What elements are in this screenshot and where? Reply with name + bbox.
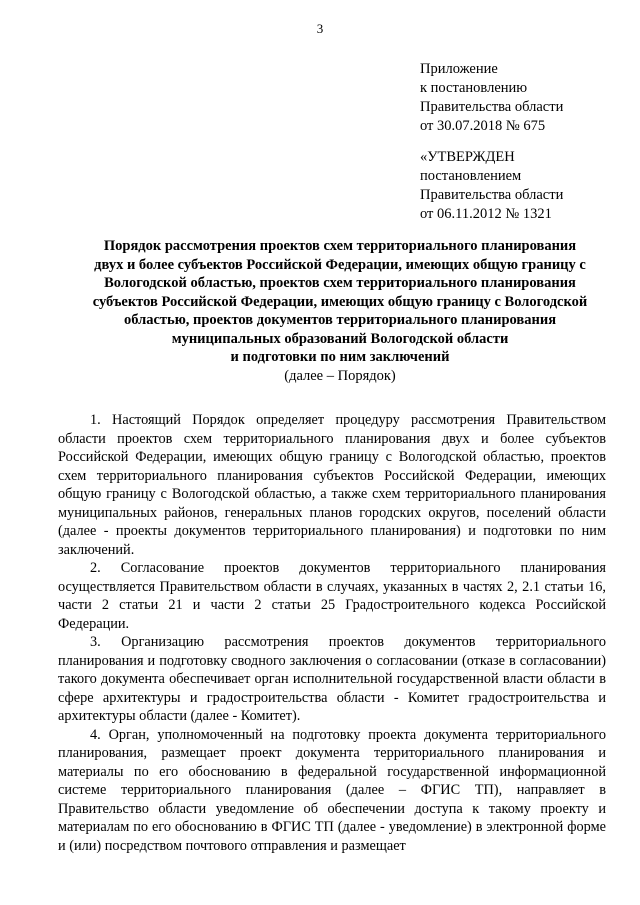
- title-subtitle: (далее – Порядок): [284, 367, 396, 384]
- appendix-line: к постановлению: [420, 80, 528, 96]
- appendix-header: [420, 60, 620, 136]
- title-line: Вологодской областью, проектов схем территориального планирования: [104, 275, 576, 291]
- appendix-line: от 30.07.2018 № 675: [420, 118, 546, 134]
- appendix-line: Правительства области: [420, 99, 564, 115]
- title-line: двух и более субъектов Российской Федерации, имеющих общую границу с: [94, 256, 586, 273]
- title-line: муниципальных образований Вологодской области: [171, 330, 509, 347]
- title-line: Порядок рассмотрения проектов схем территориального планирования: [103, 238, 577, 254]
- document-title: [40, 237, 640, 385]
- title-line: субъектов Российской Федерации, имеющих общую границу с Вологодской: [92, 293, 588, 310]
- document-body: [58, 411, 606, 855]
- appendix-line: Приложение: [420, 61, 498, 77]
- paragraph-3: 3. Организацию рассмотрения проектов документов территориального планирования и подготовку сводного заключения о согласовании (отказе в согласовании) такого документа обеспечивает орган исполнительной государственной власти области в сфере архитектуры и градостроительства области - Комитет градостроительства и архитектуры области (далее - Комитет).: [58, 634, 606, 724]
- title-line: областью, проектов документов территориального планирования: [123, 312, 557, 328]
- paragraph-4: 4. Орган, уполномоченный на подготовку проекта документа территориального планирования, размещает проект документа территориального планирования и материалы по его обоснованию в федеральной государственной информационной системе территориального планирования (далее – ФГИС ТП), направляет в Правительство области уведомление об обеспечении доступа к такому проекту и материалам по его обоснованию в ФГИС ТП (далее - уведомление) в электронной форме и (или) посредством почтового отправления и размещает: [58, 726, 606, 854]
- approved-line: от 06.11.2012 № 1321: [420, 206, 552, 222]
- page-number: 3: [316, 21, 324, 36]
- approved-line: «УТВЕРЖДЕН: [420, 149, 515, 165]
- paragraph-1: 1. Настоящий Порядок определяет процедуру рассмотрения Правительством области проектов схем территориального планирования двух и более субъектов Российской Федерации, имеющих общую границу с Вологодской областью, проектов схем территориального планирования субъектов Российской Федерации, имеющих общую границу с Вологодской областью, а также схем территориального планирования муниципальных районов, генеральных планов городских округов, поселений области (далее - проекты документов территориального планирования) и подготовки по ним заключений.: [58, 412, 606, 558]
- title-line: и подготовки по ним заключений: [230, 349, 450, 365]
- paragraph-2: 2. Согласование проектов документов территориального планирования осуществляется Правительством области в случаях, указанных в частях 2, 2.1 статьи 16, части 2 статьи 21 и части 2 статьи 25 Градостроительного кодекса Российской Федерации.: [58, 560, 606, 632]
- approved-line: постановлением: [420, 168, 522, 184]
- approved-line: Правительства области: [420, 187, 564, 203]
- approved-header: [420, 148, 620, 224]
